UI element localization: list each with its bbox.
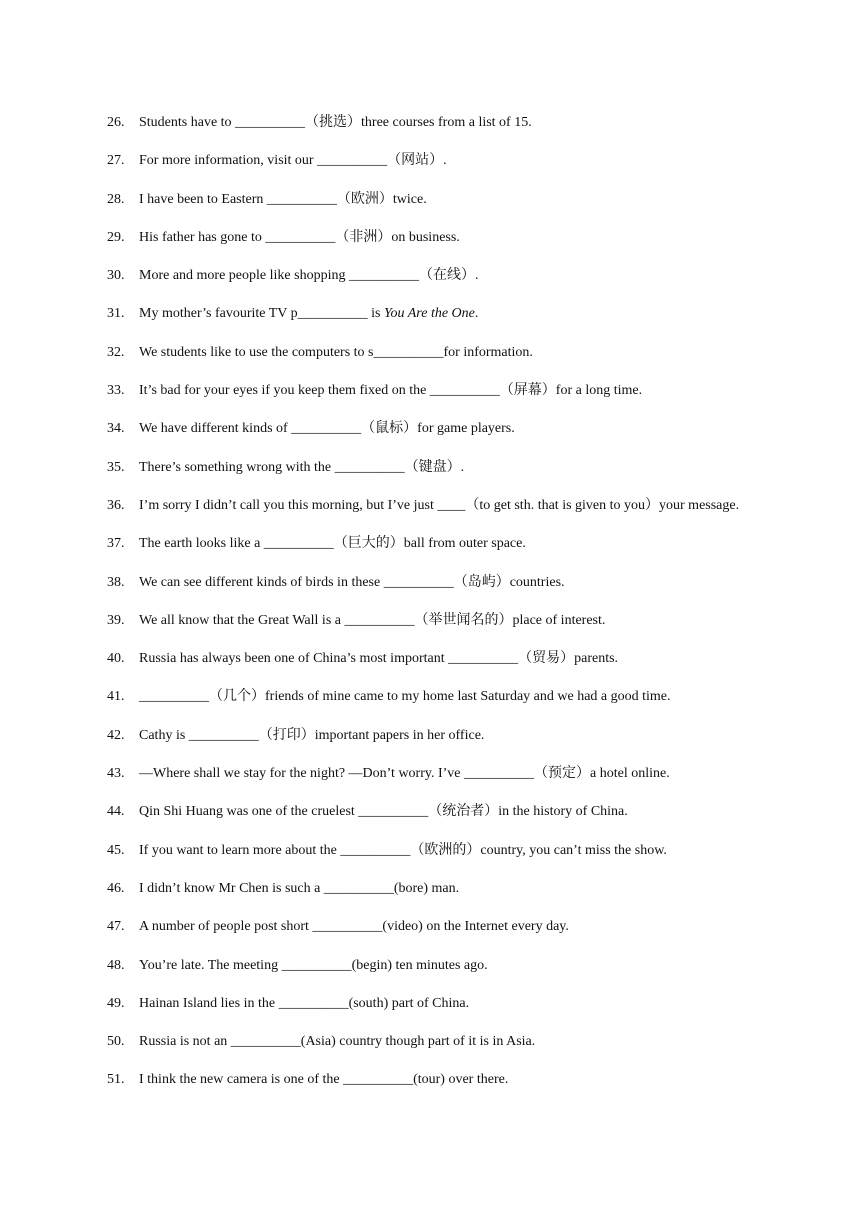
question-number: 43. — [107, 766, 125, 782]
question-item — [107, 688, 857, 726]
question-text: Hainan Island lies in the __________(south) part of China. — [139, 995, 470, 1011]
question-text: We can see different kinds of birds in these __________（岛屿）countries. — [139, 574, 565, 590]
question-text: Qin Shi Huang was one of the cruelest __________（统治者）in the history of China. — [139, 804, 628, 820]
question-item — [107, 497, 857, 535]
question-text-before: My mother’s favourite TV p__________ is — [139, 306, 384, 322]
question-text: Students have to __________（挑选）three courses from a list of 15. — [139, 115, 532, 130]
question-text: I’m sorry I didn’t call you this morning, but I’ve just ____（to get sth. that is given to you）your message. — [139, 497, 740, 513]
question-number: 36. — [107, 497, 125, 513]
question-item — [107, 305, 857, 343]
question-number: 35. — [107, 459, 125, 475]
question-text: There’s something wrong with the __________（键盘）. — [139, 459, 465, 475]
question-text: You’re late. The meeting __________(begin) ten minutes ago. — [139, 957, 488, 973]
question-number: 51. — [107, 1072, 125, 1088]
question-item — [107, 765, 857, 803]
question-text-after: . — [474, 306, 479, 322]
question-number: 31. — [107, 306, 125, 322]
question-number: 42. — [107, 727, 125, 743]
question-item — [107, 344, 857, 382]
question-text — [139, 305, 857, 323]
question-text: I have been to Eastern __________（欧洲）twice. — [139, 191, 427, 207]
question-text: More and more people like shopping __________（在线）. — [139, 268, 479, 284]
question-number: 28. — [107, 191, 125, 207]
question-text: We have different kinds of __________（鼠标）for game players. — [139, 421, 515, 437]
question-text: It’s bad for your eyes if you keep them fixed on the __________（屏幕）for a long time. — [139, 383, 643, 399]
question-number: 30. — [107, 268, 125, 284]
question-text: The earth looks like a __________（巨大的）ball from outer space. — [139, 536, 526, 552]
question-number: 50. — [107, 1034, 125, 1050]
question-item — [107, 957, 857, 995]
question-number: 37. — [107, 536, 125, 552]
question-item — [107, 727, 857, 765]
question-number: 29. — [107, 229, 125, 245]
question-item — [107, 842, 857, 880]
question-number: 34. — [107, 421, 125, 437]
question-text: Cathy is __________（打印）important papers in her office. — [139, 727, 485, 743]
question-number: 45. — [107, 842, 125, 858]
question-text: I think the new camera is one of the __________(tour) over there. — [139, 1072, 509, 1088]
question-item — [107, 1033, 857, 1071]
question-text: We all know that the Great Wall is a __________（举世闻名的）place of interest. — [139, 612, 606, 628]
question-text: __________（几个）friends of mine came to my home last Saturday and we had a good time. — [139, 689, 671, 705]
question-number: 26. — [107, 115, 125, 130]
question-item — [107, 191, 857, 229]
question-number: 40. — [107, 651, 125, 667]
question-number: 47. — [107, 919, 125, 935]
question-number: 39. — [107, 612, 125, 628]
question-item — [107, 918, 857, 956]
question-number: 38. — [107, 574, 125, 590]
question-item — [107, 459, 857, 497]
question-item — [107, 612, 857, 650]
question-text: A number of people post short __________(video) on the Internet every day. — [139, 919, 569, 935]
question-text: Russia has always been one of China’s most important __________（贸易）parents. — [139, 651, 619, 667]
question-item — [107, 229, 857, 267]
question-text: If you want to learn more about the __________（欧洲的）country, you can’t miss the show. — [139, 842, 667, 858]
question-number: 49. — [107, 995, 125, 1011]
question-number: 41. — [107, 689, 125, 705]
question-item — [107, 152, 857, 190]
question-item — [107, 382, 857, 420]
question-text: We students like to use the computers to s__________for information. — [139, 344, 533, 360]
question-number: 33. — [107, 383, 125, 399]
question-text: For more information, visit our __________（网站）. — [139, 153, 447, 169]
question-number: 48. — [107, 957, 125, 973]
question-item — [107, 650, 857, 688]
question-number: 46. — [107, 880, 125, 896]
question-item — [107, 535, 857, 573]
question-item — [107, 1071, 857, 1109]
question-list — [107, 114, 857, 1110]
question-item — [107, 803, 857, 841]
question-number: 32. — [107, 344, 125, 360]
question-text: Russia is not an __________(Asia) country though part of it is in Asia. — [139, 1034, 536, 1050]
question-number: 44. — [107, 804, 125, 820]
question-item — [107, 267, 857, 305]
question-item — [107, 574, 857, 612]
question-item — [107, 880, 857, 918]
tv-program-title: You Are the One — [384, 306, 475, 322]
question-item — [107, 114, 857, 152]
question-text: I didn’t know Mr Chen is such a __________(bore) man. — [139, 880, 460, 896]
question-text: —Where shall we stay for the night? —Don’t worry. I’ve __________（预定）a hotel online. — [139, 766, 670, 782]
question-item — [107, 995, 857, 1033]
question-item — [107, 420, 857, 458]
question-text: His father has gone to __________（非洲）on business. — [139, 229, 460, 245]
question-number: 27. — [107, 153, 125, 169]
